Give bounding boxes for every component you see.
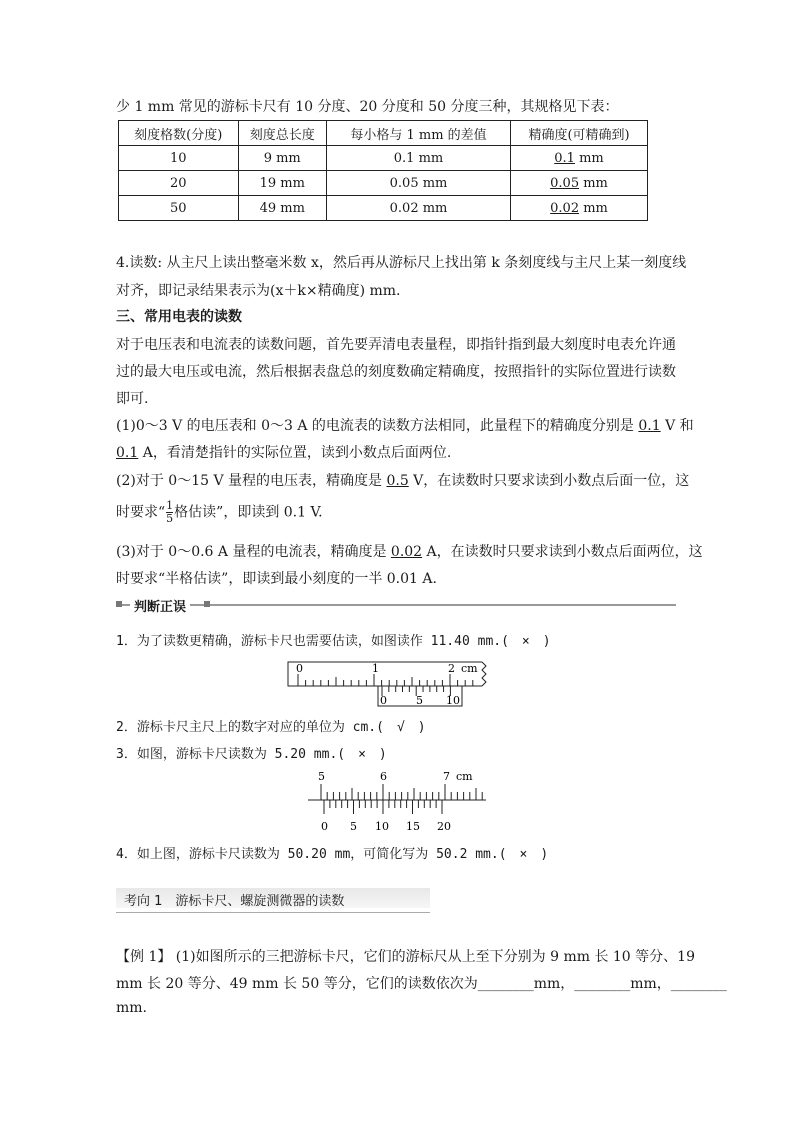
example-line-1: 【例 1】 (1)如图所示的三把游标卡尺，它们的游标尺从上至下分别为 9 mm 长 10 等分、19 <box>116 949 695 965</box>
question-2: 2．游标卡尺主尺上的数字对应的单位为 cm.( √ ) <box>116 720 426 735</box>
table-cell: 19 mm <box>238 171 326 196</box>
table-cell <box>511 146 648 171</box>
table-header: 刻度格数(分度) <box>119 121 239 146</box>
vernier-scale-label: 0 <box>321 820 328 833</box>
table-cell: 0.1 mm <box>326 146 510 171</box>
example-line-2: mm 长 20 等分、49 mm 长 50 等分，它们的读数依次为________mm，________mm，________ <box>116 976 727 992</box>
vernier-scale-label: 20 <box>437 820 451 833</box>
judge-section-bar <box>116 596 676 615</box>
unit-label: cm <box>456 770 473 783</box>
table-header: 每小格与 1 mm 的差值 <box>326 121 510 146</box>
table-cell: 0.05 mm <box>326 171 510 196</box>
table-cell: 10 <box>119 146 239 171</box>
item-2-line-1: (2)对于 0～15 V 量程的电压表，精确度是 0.5 V，在读数时只要求读到小数点后面一位，这 <box>116 473 690 489</box>
vernier-scale-label: 5 <box>350 820 357 833</box>
reading-line-1: 4.读数: 从主尺上读出整毫米数 x，然后再从游标尺上找出第 k 条刻度线与主尺上某一刻度线 <box>116 255 687 271</box>
fraction: $\frac{1}{5}$ <box>166 499 174 525</box>
topic-title: 考向 1 游标卡尺、螺旋测微器的读数 <box>124 894 345 909</box>
paragraph-line: 即可. <box>116 391 149 407</box>
table-row <box>119 171 648 196</box>
vernier-scale-label: 10 <box>446 694 460 707</box>
question-4: 4．如上图，游标卡尺读数为 50.20 mm，可简化写为 50.2 mm.( × ) <box>116 847 549 862</box>
unit-label: cm <box>461 662 478 675</box>
section-heading: 三、常用电表的读数 <box>116 309 242 325</box>
item-2-line-2: 时要求“ $\frac{1}{5}$ 格估读”，即读到 0.1 V. <box>116 499 323 525</box>
square-marker-icon <box>116 601 122 607</box>
paragraph-line: 过的最大电压或电流，然后根据表盘总的刻度数确定精确度，按照指针的实际位置进行读数 <box>116 364 676 380</box>
table-cell: 0.02 mm <box>326 196 510 221</box>
divider <box>116 912 430 913</box>
table-cell: 49 mm <box>238 196 326 221</box>
table-cell: 20 <box>119 171 239 196</box>
main-scale-label: 2 <box>448 662 455 675</box>
item-3-line-2: 时要求“半格估读”，即读到最小刻度的一半 0.01 A. <box>116 571 437 587</box>
table-cell <box>511 196 648 221</box>
unit: mm <box>579 200 608 216</box>
reading-line-2: 对齐，即记录结果表示为(x＋k×精确度) mm. <box>116 283 401 299</box>
table-header: 刻度总长度 <box>238 121 326 146</box>
table-cell: 9 mm <box>238 146 326 171</box>
table-header-row <box>119 121 648 146</box>
unit: mm <box>574 150 604 166</box>
unit: mm <box>579 175 608 191</box>
table-header: 精确度(可精确到) <box>511 121 648 146</box>
vernier-scale-label: 5 <box>416 694 423 707</box>
table-cell <box>511 171 648 196</box>
precision-value: 0.1 <box>554 150 575 166</box>
intro-text: 少 1 mm 常见的游标卡尺有 10 分度、20 分度和 50 分度三种，其规格见下表： <box>116 99 619 115</box>
caliper-spec-table <box>118 120 648 221</box>
table-row <box>119 196 648 221</box>
square-marker-icon <box>204 601 210 607</box>
main-scale-label: 6 <box>380 770 387 783</box>
vernier-scale-label: 0 <box>380 694 387 707</box>
table-row <box>119 146 648 171</box>
main-scale-label: 1 <box>372 662 379 675</box>
item-3-line-1: (3)对于 0～0.6 A 量程的电流表，精确度是 0.02 A，在读数时只要求读到小数点后面两位，这 <box>116 544 703 560</box>
divider <box>116 604 676 606</box>
paragraph-line: 对于电压表和电流表的读数问题，首先要弄清电表量程，即指针指到最大刻度时电表允许通 <box>116 337 676 353</box>
main-scale-label: 5 <box>318 770 325 783</box>
vernier-scale-label: 10 <box>375 820 389 833</box>
precision-value: 0.02 <box>550 200 580 216</box>
item-1-line-2: 0.1 A，看清楚指针的实际位置，读到小数点后面两位. <box>116 445 452 461</box>
question-3: 3．如图，游标卡尺读数为 5.20 mm.( × ) <box>116 747 387 762</box>
topic-header <box>116 888 430 914</box>
vernier-scale-label: 15 <box>406 820 420 833</box>
main-scale-label: 7 <box>443 770 450 783</box>
caliper-figure-1 <box>286 656 496 708</box>
table-cell: 50 <box>119 196 239 221</box>
item-1-line-1: (1)0～3 V 的电压表和 0～3 A 的电流表的读数方法相同，此量程下的精确度分别是 0.1 V 和 <box>116 418 694 434</box>
example-line-3: mm. <box>116 1000 148 1016</box>
caliper-figure-2 <box>304 768 490 834</box>
judge-label: 判断正误 <box>130 596 190 615</box>
precision-value: 0.05 <box>550 175 580 191</box>
main-scale-label: 0 <box>296 662 303 675</box>
question-1: 1．为了读数更精确，游标卡尺也需要估读，如图读作 11.40 mm.( × ) <box>116 634 551 649</box>
